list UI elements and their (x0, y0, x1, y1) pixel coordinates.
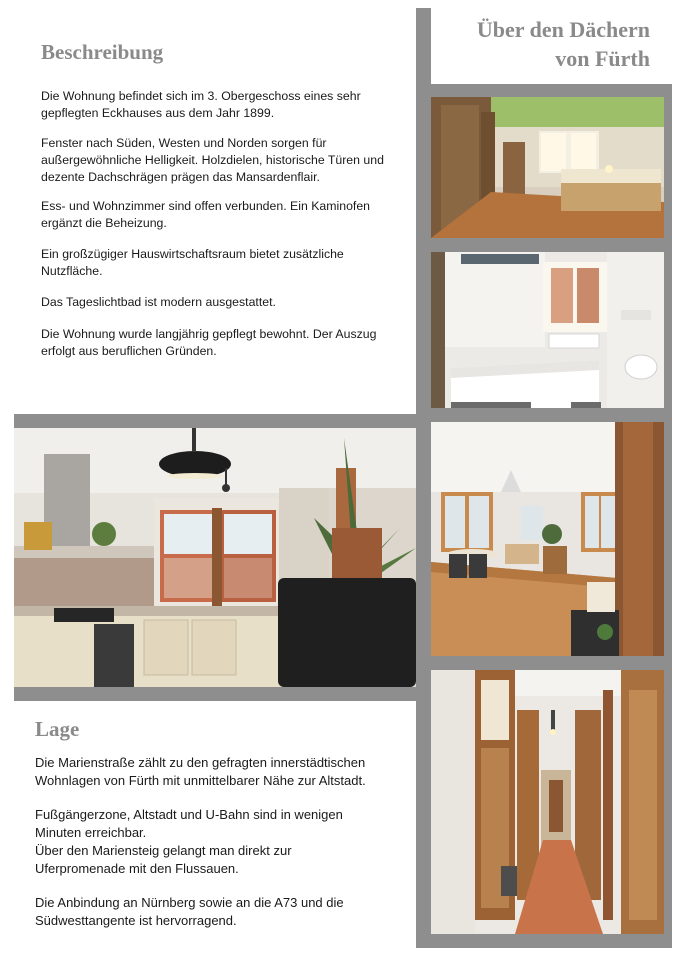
frame-kitchen-bottom (14, 687, 424, 701)
lage-paragraph: Über den Mariensteig gelangt man direkt zur Uferpromenade mit den Flussauen. (35, 843, 292, 876)
living-room-photo (431, 422, 664, 656)
beschreibung-paragraph: Die Wohnung wurde langjährig gepflegt bewohnt. Der Auszug erfolgt aus beruflichen Gründen. (41, 327, 377, 358)
frame-mid-bar-2 (416, 408, 672, 422)
headline-line-1: Über den Dächern (476, 17, 650, 42)
lage-heading: Lage (35, 717, 80, 741)
frame-kitchen-top (14, 414, 424, 428)
beschreibung-paragraph: Das Tageslichtbad ist modern ausgestattet. (41, 295, 276, 309)
headline-line-2: von Fürth (555, 46, 650, 71)
beschreibung-paragraph: Fenster nach Süden, Westen und Norden sorgen für außergewöhnliche Helligkeit. Holzdielen, historische Türen und dezente Dachschrägen prägen das Mansardenflair. (41, 136, 384, 184)
frame-mid-bar-1 (416, 238, 672, 252)
bedroom-photo (431, 97, 664, 238)
kitchen-photo (14, 428, 416, 687)
frame-mid-bar-3 (416, 656, 672, 670)
lage-paragraph: Die Marienstraße zählt zu den gefragten innerstädtischen Wohnlagen von Fürth mit unmittelbarer Nähe zur Altstadt. (35, 755, 366, 788)
frame-right-border (664, 84, 672, 948)
hallway-photo (431, 670, 664, 934)
frame-right-edge (416, 8, 431, 948)
beschreibung-paragraph: Ess- und Wohnzimmer sind offen verbunden. Ein Kaminofen ergänzt die Beheizung. (41, 199, 371, 230)
lage-paragraph: Die Anbindung an Nürnberg sowie an die A73 und die Südwesttangente ist hervorragend. (35, 895, 344, 928)
frame-bottom-bar (416, 934, 672, 948)
beschreibung-paragraph: Ein großzügiger Hauswirtschaftsraum bietet zusätzliche Nutzfläche. (41, 247, 344, 278)
lage-paragraph: Fußgängerzone, Altstadt und U-Bahn sind in wenigen Minuten erreichbar. (35, 807, 343, 840)
beschreibung-heading: Beschreibung (41, 40, 164, 64)
frame-top-bar (416, 84, 672, 97)
beschreibung-paragraph: Die Wohnung befindet sich im 3. Obergeschoss eines sehr gepflegten Eckhauses aus dem Jahr 1899. (41, 89, 361, 120)
bathroom-photo (431, 252, 664, 408)
